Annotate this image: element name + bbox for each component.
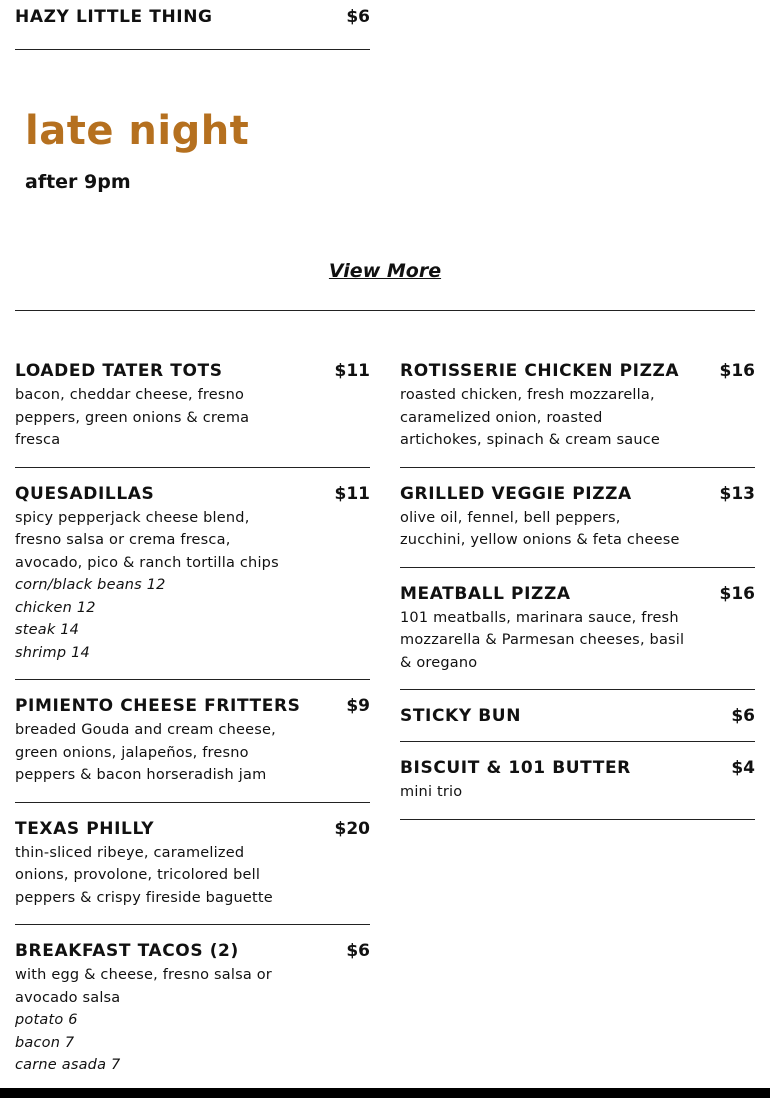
item-price: $6 bbox=[346, 7, 370, 27]
item-price: $6 bbox=[346, 941, 370, 961]
item-description: mini trio bbox=[400, 784, 463, 800]
section-divider bbox=[15, 310, 755, 311]
item-variant: potato 6 bbox=[15, 1012, 78, 1028]
item-header bbox=[15, 0, 370, 27]
item-variants bbox=[15, 1009, 370, 1077]
item-variants bbox=[15, 574, 370, 664]
item-variant: bacon 7 bbox=[15, 1034, 75, 1051]
item-name: GRILLED VEGGIE PIZZA bbox=[400, 483, 632, 504]
item-header bbox=[400, 706, 755, 726]
menu-item bbox=[400, 690, 755, 742]
menu-item bbox=[400, 568, 755, 691]
item-description: spicy pepperjack cheese blend, fresno salsa or crema fresca, avocado, pico & ranch tortilla chips bbox=[15, 509, 279, 571]
item-header bbox=[15, 819, 370, 839]
item-name: MEATBALL PIZZA bbox=[400, 583, 571, 604]
item-description: roasted chicken, fresh mozzarella, caramelized onion, roasted artichokes, spinach & cream sauce bbox=[400, 387, 660, 448]
menu-item bbox=[400, 742, 755, 820]
section-subtitle: after 9pm bbox=[25, 171, 131, 193]
item-description: with egg & cheese, fresno salsa or avocado salsa bbox=[15, 967, 272, 1006]
item-name: STICKY BUN bbox=[400, 706, 522, 726]
item-description: thin-sliced ribeye, caramelized onions, provolone, tricolored bell peppers & crispy fireside baguette bbox=[15, 844, 273, 906]
item-description: bacon, cheddar cheese, fresno peppers, green onions & crema fresca bbox=[15, 387, 250, 448]
item-variant: corn/black beans 12 bbox=[15, 577, 166, 593]
bottom-bar bbox=[0, 1088, 770, 1098]
view-more-link[interactable]: View More bbox=[328, 260, 442, 282]
item-variant: steak 14 bbox=[15, 622, 80, 638]
item-description: breaded Gouda and cream cheese, green onions, jalapeños, fresno peppers & bacon horseradish jam bbox=[15, 722, 276, 783]
item-name: TEXAS PHILLY bbox=[15, 818, 155, 839]
item-header bbox=[400, 361, 755, 381]
menu-item bbox=[400, 345, 755, 468]
item-price: $16 bbox=[719, 361, 755, 381]
item-variant: chicken 12 bbox=[15, 599, 96, 616]
item-price: $13 bbox=[719, 483, 755, 504]
menu-item bbox=[15, 468, 370, 681]
item-price: $20 bbox=[334, 818, 370, 839]
item-variant: carne asada 7 bbox=[15, 1057, 121, 1073]
item-price: $4 bbox=[731, 758, 755, 778]
item-header bbox=[15, 941, 370, 961]
item-name: BREAKFAST TACOS (2) bbox=[15, 941, 239, 961]
menu-column-right bbox=[400, 345, 755, 820]
item-header bbox=[15, 696, 370, 716]
item-header bbox=[15, 361, 370, 381]
view-more-container bbox=[0, 260, 770, 282]
item-header bbox=[400, 758, 755, 778]
menu-item bbox=[15, 680, 370, 803]
item-name: PIMIENTO CHEESE FRITTERS bbox=[15, 696, 301, 716]
menu-item bbox=[400, 468, 755, 568]
item-price: $9 bbox=[346, 696, 370, 716]
item-variant: shrimp 14 bbox=[15, 644, 90, 661]
item-price: $11 bbox=[334, 483, 370, 504]
item-price: $16 bbox=[719, 583, 755, 604]
menu-item bbox=[15, 345, 370, 468]
menu-column-left bbox=[15, 345, 370, 1093]
item-name: HAZY LITTLE THING bbox=[15, 7, 213, 27]
menu-item bbox=[15, 803, 370, 926]
item-description: olive oil, fennel, bell peppers, zucchini, yellow onions & feta cheese bbox=[400, 509, 680, 548]
item-description: 101 meatballs, marinara sauce, fresh mozzarella & Parmesan cheeses, basil & oregano bbox=[400, 609, 685, 671]
item-name: BISCUIT & 101 BUTTER bbox=[400, 758, 631, 778]
item-header bbox=[400, 484, 755, 504]
menu-item-hazy-little-thing bbox=[15, 0, 370, 50]
item-price: $6 bbox=[731, 706, 755, 726]
item-header bbox=[15, 484, 370, 504]
item-name: QUESADILLAS bbox=[15, 483, 155, 504]
menu-item bbox=[15, 925, 370, 1093]
item-header bbox=[400, 584, 755, 604]
item-price: $11 bbox=[334, 361, 370, 381]
item-name: ROTISSERIE CHICKEN PIZZA bbox=[400, 361, 680, 381]
section-title: late night bbox=[25, 108, 250, 154]
item-name: LOADED TATER TOTS bbox=[15, 361, 223, 381]
